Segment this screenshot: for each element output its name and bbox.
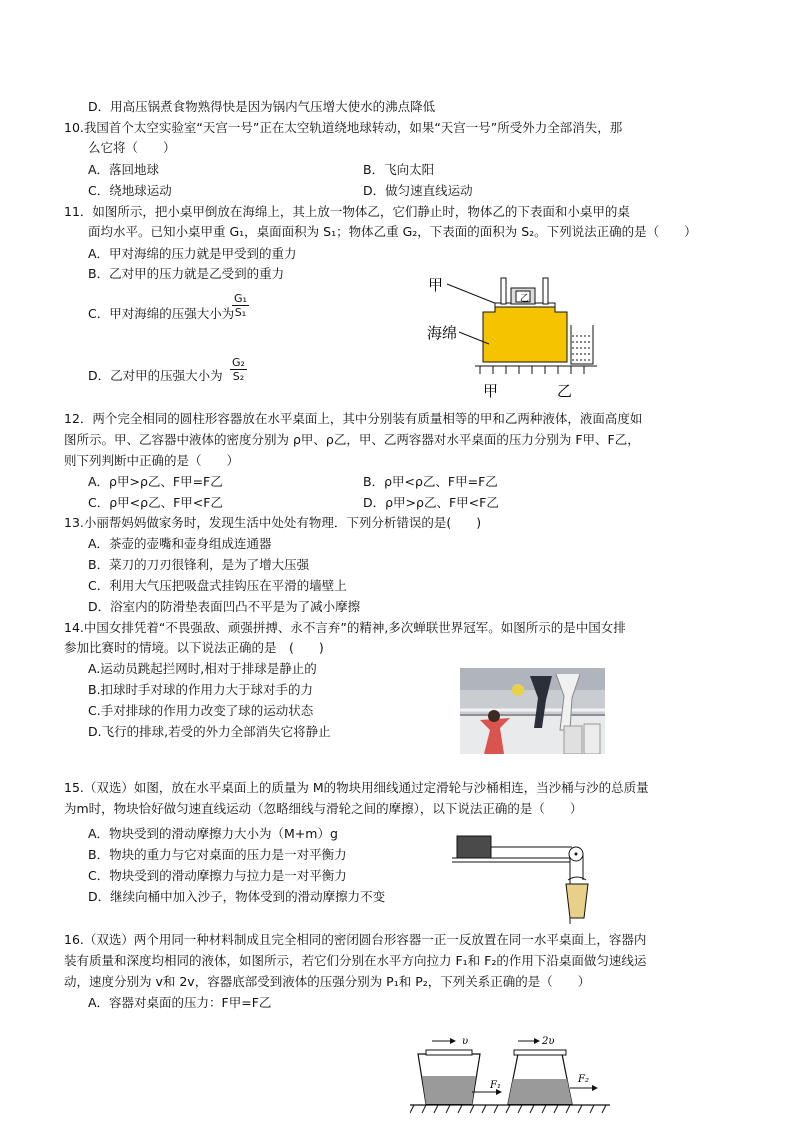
- q15-figure: [452, 832, 592, 924]
- label-box-yi: 乙: [520, 294, 530, 304]
- q15-option-b: B．物块的重力与它对桌面的压力是一对平衡力: [88, 847, 347, 862]
- q9-option-d: D．用高压锅煮食物熟得快是因为锅内气压增大使水的沸点降低: [88, 99, 436, 114]
- q13-stem: 13.小丽帮妈妈做家务时，发现生活中处处有物理．下列分析错误的是( ): [64, 515, 482, 530]
- q11-option-b: B．乙对甲的压力就是乙受到的重力: [88, 266, 285, 281]
- q11-option-d: D．乙对甲的压强大小为: [88, 368, 223, 383]
- q13-option-c: C．利用大气压把吸盘式挂钩压在平滑的墙壁上: [88, 578, 347, 593]
- fraction-numerator: G₂: [232, 356, 245, 369]
- q15-option-d: D．继续向桶中加入沙子，物体受到的滑动摩擦力不变: [88, 889, 386, 904]
- q12-option-b: B．ρ甲<ρ乙、F甲=F乙: [363, 474, 498, 489]
- q16-figure: [410, 1034, 610, 1120]
- q14-option-c: C.手对排球的作用力改变了球的运动状态: [88, 703, 314, 718]
- q15-stem-1: 15.（双选）如图，放在水平桌面上的质量为 M的物块用细线通过定滑轮与沙桶相连，当沙桶与沙的总质量: [64, 780, 649, 795]
- q13-option-a: A．茶壶的壶嘴和壶身组成连通器: [88, 536, 272, 551]
- label-yi-bottom: 乙: [557, 382, 573, 400]
- fraction-numerator: G₁: [234, 292, 247, 305]
- label-f2: F₂: [578, 1074, 589, 1085]
- q15-stem-2: 为m时，物块恰好做匀速直线运动（忽略细线与滑轮之间的摩擦），以下说法正确的是（ ）: [64, 801, 583, 816]
- q15-option-a: A．物块受到的滑动摩擦力大小为（M+m）g: [88, 826, 338, 841]
- q14-stem-1: 14.中国女排凭着“不畏强敌、顽强拼搏、永不言弃”的精神,多次蝉联世界冠军。如图所示的是中国女排: [64, 620, 626, 635]
- q16-option-a: A．容器对桌面的压力：F甲=F乙: [88, 995, 272, 1010]
- q16-stem-1: 16.（双选）两个用同一种材料制成且完全相同的密闭圆台形容器一正一反放置在同一水平桌面上，容器内: [64, 932, 647, 947]
- q14-option-d: D.飞行的排球,若受的外力全部消失它将静止: [88, 724, 331, 739]
- label-jia-top: 甲: [428, 276, 444, 294]
- q12-option-d: D．ρ甲>ρ乙、F甲<F乙: [363, 495, 499, 510]
- q10-option-b: B．飞向太阳: [363, 162, 435, 177]
- label-v1: υ: [462, 1036, 469, 1047]
- q12-option-a: A．ρ甲>ρ乙、F甲=F乙: [88, 474, 223, 489]
- q10-option-a: A．落回地球: [88, 162, 160, 177]
- q10-stem-1: 10.我国首个太空实验室“天宫一号”正在太空轨道绕地球转动，如果“天宫一号”所受外力全部消失，那: [64, 120, 623, 135]
- q10-stem-2: 么它将（ ）: [88, 140, 176, 155]
- q12-stem-3: 则下列判断中正确的是（ ）: [64, 453, 240, 468]
- q11-figure: [425, 270, 605, 400]
- q13-option-d: D．浴室内的防滑垫表面凹凸不平是为了减小摩擦: [88, 599, 361, 614]
- q11-option-c-fraction: [232, 292, 249, 319]
- q11-option-c: C．甲对海绵的压强大小为: [88, 306, 235, 321]
- q12-stem-2: 图所示。甲、乙容器中液体的密度分别为 ρ甲、ρ乙，甲、乙两容器对水平桌面的压力分别为 F甲、F乙，: [64, 432, 640, 447]
- q16-stem-2: 装有质量和深度均相同的液体，如图所示，若它们分别在水平方向拉力 F₁和 F₂的作用下沿桌面做匀速线运: [64, 953, 647, 968]
- q14-option-b: B.扣球时手对球的作用力大于球对手的力: [88, 682, 314, 697]
- q11-option-d-fraction: [230, 356, 247, 383]
- label-f1: F₁: [490, 1080, 501, 1091]
- fraction-denominator: S₂: [232, 370, 245, 383]
- q12-stem-1: 12．两个完全相同的圆柱形容器放在水平桌面上，其中分别装有质量相等的甲和乙两种液体，液面高度如: [64, 411, 643, 426]
- volleyball-photo-image: [460, 668, 605, 754]
- label-jia-bottom: 甲: [483, 382, 499, 400]
- volleyball-photo: [460, 668, 605, 754]
- label-sponge: 海绵: [427, 324, 458, 342]
- fraction-denominator: S₁: [234, 306, 247, 319]
- q11-stem-1: 11．如图所示，把小桌甲倒放在海绵上，其上放一物体乙，它们静止时，物体乙的下表面和小桌甲的桌: [64, 204, 630, 219]
- q11-stem-2: 面均水平。已知小桌甲重 G₁，桌面面积为 S₁；物体乙重 G₂，下表面的面积为 S₂。下列说法正确的是（ ）: [88, 224, 697, 239]
- q15-option-c: C．物块受到的滑动摩擦力与拉力是一对平衡力: [88, 868, 347, 883]
- q10-option-c: C．绕地球运动: [88, 183, 172, 198]
- q14-stem-2: 参加比赛时的情境。以下说法正确的是 ( ): [64, 640, 324, 655]
- q10-option-d: D．做匀速直线运动: [363, 183, 473, 198]
- q13-option-b: B．菜刀的刀刃很锋利，是为了增大压强: [88, 557, 310, 572]
- q12-option-c: C．ρ甲<ρ乙、F甲<F乙: [88, 495, 223, 510]
- q16-stem-3: 动，速度分别为 v和 2v，容器底部受到液体的压强分别为 P₁和 P₂，下列关系正确的是（ ）: [64, 974, 591, 989]
- label-v2: 2υ: [542, 1036, 555, 1047]
- q11-option-a: A．甲对海绵的压力就是甲受到的重力: [88, 246, 297, 261]
- q14-option-a: A.运动员跳起拦网时,相对于排球是静止的: [88, 661, 317, 676]
